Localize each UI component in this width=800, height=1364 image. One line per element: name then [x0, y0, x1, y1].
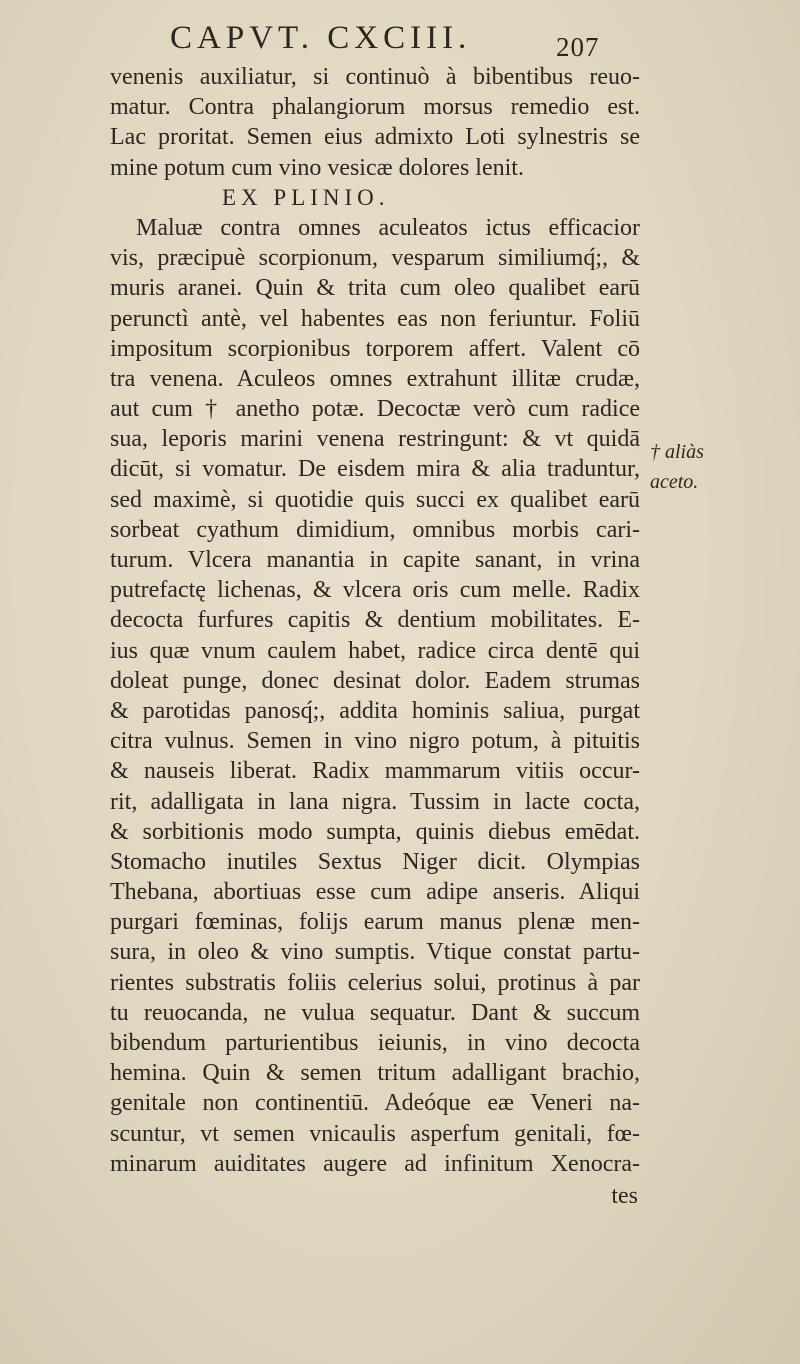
- text-line: venenis auxiliatur, si continuò à bibentibus reuo-: [110, 64, 640, 90]
- text-line: sed maximè, si quotidie quis succi ex qualibet earū: [110, 486, 640, 513]
- text-line: vis, præcipuè scorpionum, vesparum similiumq́;, &: [110, 245, 640, 272]
- text-line: impositum scorpionibus torporem affert. Valent cō: [110, 335, 640, 362]
- text-line: matur. Contra phalangiorum morsus remedio est.: [110, 94, 640, 121]
- text-line: & nauseis liberat. Radix mammarum vitiis occur-: [110, 758, 640, 785]
- text-line: minarum auiditates augere ad infinitum Xenocra-: [110, 1150, 640, 1177]
- text-line: purgari fœminas, folijs earum manus plenæ men-: [110, 909, 640, 936]
- text-line: ius quæ vnum caulem habet, radice circa dentē qui: [110, 637, 640, 664]
- text-line: dicūt, si vomatur. De eisdem mira & alia traduntur,: [110, 456, 640, 483]
- margin-note-line: aceto.: [650, 471, 699, 493]
- text-line: perunctì antè, vel habentes eas non feriuntur. Foliū: [110, 305, 640, 332]
- text-line: tra venena. Aculeos omnes extrahunt illitæ crudæ,: [110, 365, 640, 392]
- text-line: rit, adalligata in lana nigra. Tussim in lacte cocta,: [110, 788, 640, 815]
- text-line: sorbeat cyathum dimidium, omnibus morbis cari-: [110, 516, 640, 543]
- text-line: doleat punge, donec desinat dolor. Eadem strumas: [110, 667, 640, 694]
- running-head: CAPVT. CXCIII.: [170, 20, 472, 56]
- text-line: turum. Vlcera manantia in capite sanant, in vrina: [110, 547, 640, 573]
- text-line: sua, leporis marini venena restringunt: & vt quidā: [110, 426, 640, 453]
- text-line: hemina. Quin & semen tritum adalligant brachio,: [110, 1060, 640, 1087]
- page-number: 207: [556, 32, 600, 62]
- text-line: decocta furfures capitis & dentium mobilitates. E-: [110, 607, 640, 634]
- text-line: muris aranei. Quin & trita cum oleo qualibet earū: [110, 275, 640, 302]
- text-line: & parotidas panosq́;, addita hominis saliua, purgat: [110, 697, 640, 724]
- margin-note-line: † aliàs: [650, 441, 704, 463]
- text-line: sura, in oleo & vino sumptis. Vtique constat partu-: [110, 939, 640, 966]
- text-line: putrefactę lichenas, & vlcera oris cum melle. Radix: [110, 577, 640, 604]
- text-line: & sorbitionis modo sumpta, quinis diebus emēdat.: [110, 818, 640, 845]
- body-text: [110, 62, 640, 1211]
- text-line: bibendum parturientibus ieiunis, in vino decocta: [110, 1030, 640, 1056]
- text-line: scuntur, vt semen vnicaulis asperfum genitali, fœ-: [110, 1120, 640, 1147]
- text-line: mine potum cum vino vesicæ dolores lenit.: [110, 154, 524, 181]
- text-line: Maluæ contra omnes aculeatos ictus efficacior: [136, 214, 640, 241]
- text-line: Lac proritat. Semen eius admixto Loti sylnestris se: [110, 124, 640, 151]
- text-line: aut cum † anetho potæ. Decoctæ verò cum radice: [110, 396, 640, 423]
- section-heading: EX PLINIO.: [222, 184, 390, 210]
- margin-note: [650, 437, 780, 497]
- text-line: Stomacho inutiles Sextus Niger dicit. Olympias: [110, 848, 640, 875]
- catchword: tes: [611, 1182, 638, 1209]
- text-line: genitale non continentiū. Adeóque eæ Veneri na-: [110, 1090, 640, 1117]
- text-line: rientes substratis foliis celerius solui, protinus à par: [110, 969, 640, 996]
- text-line: tu reuocanda, ne vulua sequatur. Dant & succum: [110, 999, 640, 1026]
- text-line: Thebana, abortiuas esse cum adipe anseris. Aliqui: [110, 879, 640, 906]
- text-line: citra vulnus. Semen in vino nigro potum, à pituitis: [110, 728, 640, 755]
- page-header: [0, 18, 800, 68]
